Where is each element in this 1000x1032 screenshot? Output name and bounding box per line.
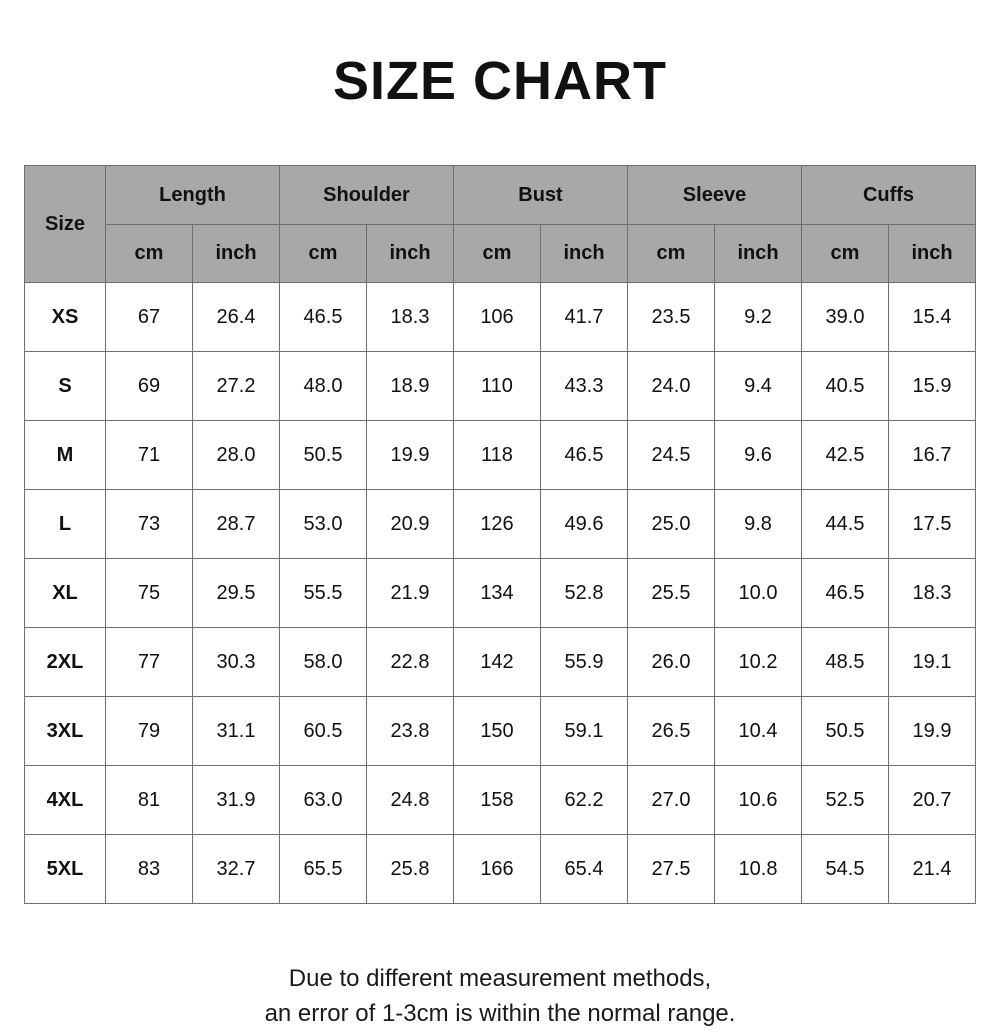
size-label: 2XL <box>25 628 106 697</box>
header-group-shoulder: Shoulder <box>280 166 454 225</box>
cell-length-cm: 67 <box>106 283 193 352</box>
header-unit-cuffs-cm: cm <box>802 225 889 283</box>
cell-length-inch: 29.5 <box>193 559 280 628</box>
cell-sleeve-inch: 10.2 <box>715 628 802 697</box>
cell-bust-cm: 166 <box>454 835 541 904</box>
table-row <box>25 352 976 421</box>
table-header <box>25 166 976 283</box>
cell-bust-inch: 46.5 <box>541 421 628 490</box>
cell-shoulder-inch: 24.8 <box>367 766 454 835</box>
cell-bust-cm: 126 <box>454 490 541 559</box>
cell-length-inch: 27.2 <box>193 352 280 421</box>
header-group-sleeve: Sleeve <box>628 166 802 225</box>
cell-bust-inch: 49.6 <box>541 490 628 559</box>
cell-cuffs-inch: 19.1 <box>889 628 976 697</box>
cell-length-inch: 31.9 <box>193 766 280 835</box>
cell-cuffs-cm: 44.5 <box>802 490 889 559</box>
cell-sleeve-cm: 27.5 <box>628 835 715 904</box>
cell-sleeve-inch: 9.4 <box>715 352 802 421</box>
cell-cuffs-cm: 50.5 <box>802 697 889 766</box>
header-unit-cuffs-inch: inch <box>889 225 976 283</box>
cell-length-inch: 30.3 <box>193 628 280 697</box>
cell-sleeve-inch: 10.8 <box>715 835 802 904</box>
cell-sleeve-cm: 27.0 <box>628 766 715 835</box>
cell-cuffs-inch: 18.3 <box>889 559 976 628</box>
cell-shoulder-cm: 50.5 <box>280 421 367 490</box>
size-chart-table <box>24 165 976 904</box>
cell-bust-cm: 110 <box>454 352 541 421</box>
cell-sleeve-cm: 25.0 <box>628 490 715 559</box>
page-title: SIZE CHART <box>333 51 667 111</box>
cell-length-inch: 32.7 <box>193 835 280 904</box>
cell-shoulder-inch: 22.8 <box>367 628 454 697</box>
cell-shoulder-cm: 58.0 <box>280 628 367 697</box>
size-label: 5XL <box>25 835 106 904</box>
table-row <box>25 835 976 904</box>
cell-cuffs-cm: 46.5 <box>802 559 889 628</box>
cell-shoulder-cm: 48.0 <box>280 352 367 421</box>
cell-shoulder-inch: 18.3 <box>367 283 454 352</box>
header-group-bust: Bust <box>454 166 628 225</box>
cell-bust-cm: 150 <box>454 697 541 766</box>
cell-bust-inch: 52.8 <box>541 559 628 628</box>
cell-bust-inch: 65.4 <box>541 835 628 904</box>
cell-length-cm: 79 <box>106 697 193 766</box>
header-unit-length-inch: inch <box>193 225 280 283</box>
cell-length-cm: 83 <box>106 835 193 904</box>
cell-shoulder-inch: 21.9 <box>367 559 454 628</box>
cell-sleeve-cm: 26.0 <box>628 628 715 697</box>
cell-cuffs-cm: 42.5 <box>802 421 889 490</box>
cell-sleeve-inch: 10.4 <box>715 697 802 766</box>
table-row <box>25 283 976 352</box>
cell-shoulder-inch: 18.9 <box>367 352 454 421</box>
table-row <box>25 766 976 835</box>
cell-length-cm: 81 <box>106 766 193 835</box>
cell-cuffs-inch: 16.7 <box>889 421 976 490</box>
table-row <box>25 628 976 697</box>
size-label: S <box>25 352 106 421</box>
cell-bust-inch: 43.3 <box>541 352 628 421</box>
header-unit-shoulder-inch: inch <box>367 225 454 283</box>
cell-bust-cm: 134 <box>454 559 541 628</box>
cell-length-inch: 31.1 <box>193 697 280 766</box>
cell-shoulder-inch: 23.8 <box>367 697 454 766</box>
cell-length-cm: 73 <box>106 490 193 559</box>
cell-bust-inch: 55.9 <box>541 628 628 697</box>
header-group-cuffs: Cuffs <box>802 166 976 225</box>
cell-cuffs-inch: 21.4 <box>889 835 976 904</box>
cell-sleeve-cm: 24.0 <box>628 352 715 421</box>
header-unit-sleeve-cm: cm <box>628 225 715 283</box>
cell-sleeve-inch: 10.0 <box>715 559 802 628</box>
header-size: Size <box>25 166 106 283</box>
table-row <box>25 559 976 628</box>
cell-length-inch: 26.4 <box>193 283 280 352</box>
cell-cuffs-inch: 15.9 <box>889 352 976 421</box>
table-row <box>25 490 976 559</box>
cell-bust-cm: 118 <box>454 421 541 490</box>
cell-cuffs-inch: 15.4 <box>889 283 976 352</box>
cell-sleeve-cm: 24.5 <box>628 421 715 490</box>
cell-cuffs-cm: 40.5 <box>802 352 889 421</box>
size-label: M <box>25 421 106 490</box>
cell-length-cm: 69 <box>106 352 193 421</box>
cell-sleeve-inch: 9.2 <box>715 283 802 352</box>
measurement-note-line-2: an error of 1-3cm is within the normal range. <box>264 1000 736 1028</box>
table-row <box>25 697 976 766</box>
cell-length-cm: 71 <box>106 421 193 490</box>
cell-length-cm: 77 <box>106 628 193 697</box>
size-label: 4XL <box>25 766 106 835</box>
cell-cuffs-cm: 54.5 <box>802 835 889 904</box>
table-body <box>25 283 976 904</box>
cell-bust-inch: 59.1 <box>541 697 628 766</box>
cell-cuffs-cm: 48.5 <box>802 628 889 697</box>
size-label: 3XL <box>25 697 106 766</box>
header-unit-bust-inch: inch <box>541 225 628 283</box>
cell-cuffs-cm: 52.5 <box>802 766 889 835</box>
size-label: XL <box>25 559 106 628</box>
cell-shoulder-cm: 63.0 <box>280 766 367 835</box>
table-unit-header-row <box>25 225 976 283</box>
size-label: L <box>25 490 106 559</box>
cell-length-inch: 28.0 <box>193 421 280 490</box>
cell-cuffs-inch: 17.5 <box>889 490 976 559</box>
cell-sleeve-inch: 10.6 <box>715 766 802 835</box>
cell-cuffs-inch: 19.9 <box>889 697 976 766</box>
measurement-note-line-1: Due to different measurement methods, <box>288 965 712 993</box>
header-unit-bust-cm: cm <box>454 225 541 283</box>
cell-bust-inch: 41.7 <box>541 283 628 352</box>
cell-bust-cm: 158 <box>454 766 541 835</box>
measurement-note <box>265 962 736 1032</box>
cell-bust-inch: 62.2 <box>541 766 628 835</box>
cell-shoulder-cm: 65.5 <box>280 835 367 904</box>
header-unit-length-cm: cm <box>106 225 193 283</box>
cell-shoulder-inch: 19.9 <box>367 421 454 490</box>
header-unit-sleeve-inch: inch <box>715 225 802 283</box>
cell-sleeve-inch: 9.6 <box>715 421 802 490</box>
size-label: XS <box>25 283 106 352</box>
cell-cuffs-cm: 39.0 <box>802 283 889 352</box>
cell-length-inch: 28.7 <box>193 490 280 559</box>
cell-sleeve-cm: 25.5 <box>628 559 715 628</box>
cell-shoulder-inch: 25.8 <box>367 835 454 904</box>
cell-sleeve-cm: 23.5 <box>628 283 715 352</box>
cell-shoulder-cm: 46.5 <box>280 283 367 352</box>
cell-shoulder-cm: 55.5 <box>280 559 367 628</box>
header-unit-shoulder-cm: cm <box>280 225 367 283</box>
header-group-length: Length <box>106 166 280 225</box>
cell-shoulder-cm: 60.5 <box>280 697 367 766</box>
cell-shoulder-inch: 20.9 <box>367 490 454 559</box>
table-group-header-row <box>25 166 976 225</box>
cell-sleeve-cm: 26.5 <box>628 697 715 766</box>
cell-length-cm: 75 <box>106 559 193 628</box>
size-chart-table-wrap <box>24 165 976 904</box>
cell-bust-cm: 106 <box>454 283 541 352</box>
cell-cuffs-inch: 20.7 <box>889 766 976 835</box>
cell-bust-cm: 142 <box>454 628 541 697</box>
table-row <box>25 421 976 490</box>
cell-sleeve-inch: 9.8 <box>715 490 802 559</box>
cell-shoulder-cm: 53.0 <box>280 490 367 559</box>
